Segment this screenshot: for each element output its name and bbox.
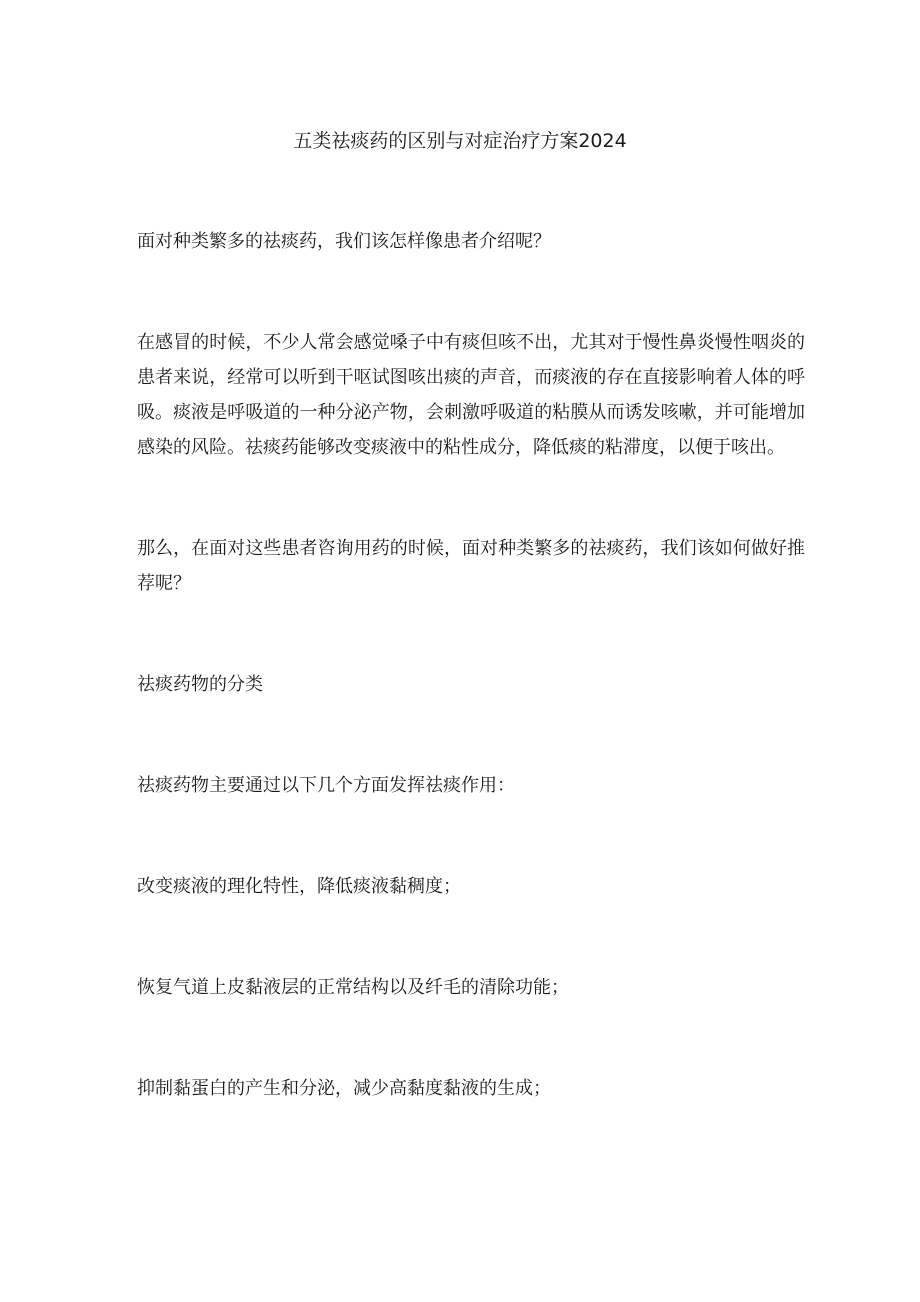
- section-heading-classification: 祛痰药物的分类: [137, 674, 263, 695]
- paragraph-mechanisms-intro: 祛痰药物主要通过以下几个方面发挥祛痰作用：: [137, 775, 515, 796]
- list-item-mechanism-3: 抑制黏蛋白的产生和分泌，减少高黏度黏液的生成；: [137, 1078, 551, 1099]
- paragraph-intro-question: 面对种类繁多的祛痰药，我们该怎样像患者介绍呢？: [137, 231, 551, 252]
- paragraph-background: 在感冒的时候，不少人常会感觉嗓子中有痰但咳不出，尤其对于慢性鼻炎慢性咽炎的患者来说，经常可以听到干呕试图咳出痰的声音，而痰液的存在直接影响着人体的呼吸。痰液是呼吸道的一种分泌产物，会刺激呼吸道的粘膜从而诱发咳嗽，并可能增加感染的风险。祛痰药能够改变痰液中的粘性成分，降低痰的粘滞度，以便于咳出。: [137, 332, 805, 458]
- document-body: [137, 224, 805, 1106]
- list-item-mechanism-2: 恢复气道上皮黏液层的正常结构以及纤毛的清除功能；: [137, 977, 569, 998]
- paragraph-recommendation-question: 那么，在面对这些患者咨询用药的时候，面对种类繁多的祛痰药，我们该如何做好推荐呢？: [137, 538, 805, 594]
- list-item-mechanism-1: 改变痰液的理化特性，降低痰液黏稠度；: [137, 876, 461, 897]
- document-title: 五类祛痰药的区别与对症治疗方案2024: [293, 130, 627, 152]
